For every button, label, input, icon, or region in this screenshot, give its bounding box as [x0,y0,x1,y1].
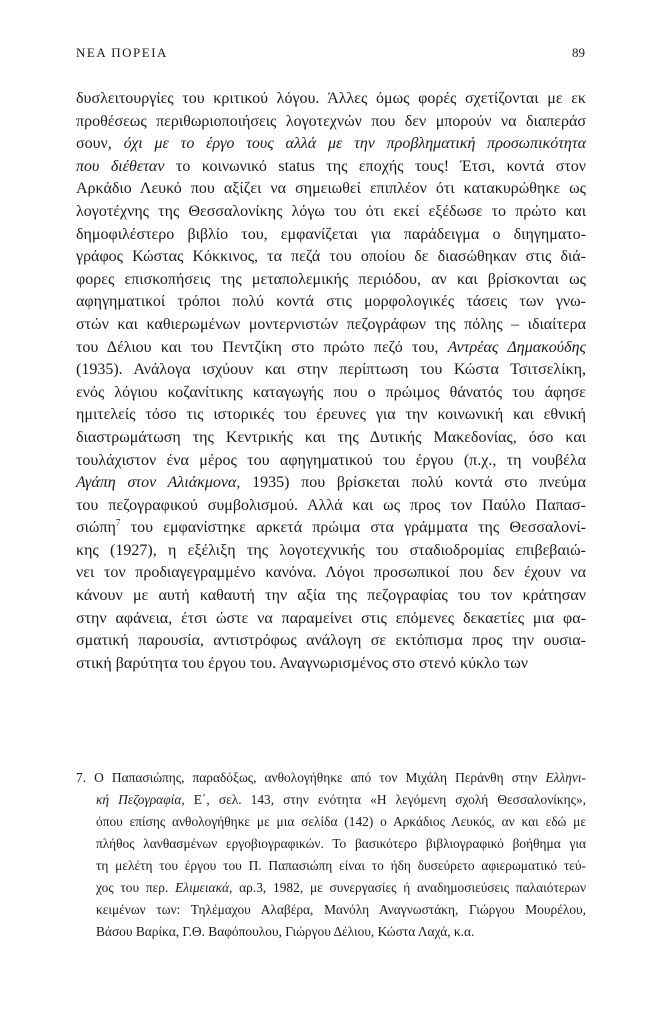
body-line [76,653,586,676]
text-run: κης (1927), η εξέλιξη της λογοτεχνικής του σταδιοδρομίας επιβεβαιώ- [76,541,586,559]
text-run: το κοινωνικό status της εποχής τους! Έτσι, κοντά στον [164,157,587,175]
body-line [76,404,586,427]
body-line [76,608,586,631]
text-run: χος του περ. [96,880,176,895]
body-line [76,382,586,405]
text-run: σουν, [76,135,124,153]
body-line [76,246,586,269]
footnote-marker: 7 [115,517,121,528]
footnote-line [76,855,586,877]
body-line [76,201,586,224]
footnote-line [76,877,586,899]
italic-text: Ελληνι- [545,770,586,785]
text-run: αφηγηματικοί τρόποι πολύ κοντά στις μορφολογικές τάσεις των γνω- [76,293,586,311]
text-run: κάνουν με αυτή καθαυτή την αξία της πεζογραφίας του τον κράτησαν [76,587,586,605]
body-line [76,88,586,111]
body-line [76,291,586,314]
text-run: του εμφανίστηκε αρκετά πρώιμα στα γράμματα της Θεσσαλονί- [120,519,586,537]
italic-text: όχι με το έργο τους αλλά με την προβληματική προσωπικότητα [123,135,586,153]
text-run: κειμένων των: Τηλέμαχου Αλαβέρα, Μανόλη Αναγνωστάκη, Γιώργου Μουρέλου, [96,902,586,917]
text-run: του πεζογραφικού συμβολισμού. Αλλά και ως προς τον Παύλο Παπασ- [76,496,586,514]
page-number: 89 [572,45,585,60]
body-line [76,224,586,247]
text-run: λογοτέχνης της Θεσσαλονίκης λόγω του ότι εκεί εξέδωσε το πρώτο και [76,202,586,220]
text-run: τουλάχιστον ένα μέρος του αφηγηματικού του έργου (π.χ., τη νουβέλα [76,451,586,469]
text-run: Βάσου Βαρίκα, Γ.Θ. Βαφόπουλου, Γιώργου Δέλιου, Κώστα Λαχά, κ.α. [96,924,475,939]
body-line [76,178,586,201]
text-run: σιώπη [76,519,116,537]
body-line [76,359,586,382]
text-run: (1935). Ανάλογα ισχύουν και στην περίπτωση του Κώστα Τσιτσελίκη, [76,361,586,379]
text-run: δυσλειτουργίες του κριτικού λόγου. Άλλες όμως φορές σχετίζονται με εκ [76,90,586,107]
text-run: , 1935) που βρίσκεται πολύ κοντά στο πνεύμα [236,474,586,492]
body-line [76,337,586,360]
body-line [76,269,586,292]
italic-text: που διέθεταν [76,157,165,175]
text-run: ημιτελείς τόσο τις ιστορικές του έρευνες για την κοινωνική και εθνική [76,406,586,424]
body-line [76,562,586,585]
footnotes [76,767,586,943]
body-line [76,450,586,473]
footnote-line [76,789,586,811]
text-run: , αρ.3, 1982, με συνεργασίες ή αναδημοσιεύσεις παλαιότερων [229,880,586,895]
running-head-title: ΝΕΑ ΠΟΡΕΙΑ [76,45,168,60]
body-line [76,111,586,134]
running-head [76,45,585,63]
body-line [76,585,586,608]
italic-text: Αγάπη στον Αλιάκμονα [76,474,237,492]
text-run: Αρκάδιο Λευκό που αξίζει να σημειωθεί επιπλέον ότι κατακυρώθηκε ως [76,180,586,198]
text-run: σματική παρουσία, αντιστρόφως ανάλογη σε εκτόπισμα προς την ουσια- [76,632,586,650]
footnote-line [76,921,586,943]
body-line [76,472,586,495]
text-run: διαστρωμάτωση της Κεντρικής και της Δυτικής Μακεδονίας, όσο και [76,428,586,446]
body-line [76,133,586,156]
text-run: φορες επισκοπήσεις της μεταπολεμικής περιόδου, αν και βρίσκονται ως [76,270,586,288]
italic-text: Ελιμειακά [175,880,230,895]
body-line [76,314,586,337]
body-line [76,156,586,179]
footnote-line [76,811,586,833]
text-run: πλήθος λανθασμένων εργοβιογραφικών. Το βασικότερο βιβλιογραφικό βοήθημα για [96,836,586,851]
body-line [76,427,586,450]
text-run: νει τον προδιαγεγραμμένο κανόνα. Λόγοι προσωπικοί που δεν έχουν να [76,564,586,582]
italic-text: Αντρέας Δημακούδης [447,338,587,356]
text-run: προθέσεως περιθωριοποιήσεις λογοτεχνών που δεν μπορούν να διαπεράσ [76,112,586,130]
footnote-line [76,767,586,789]
text-run: τη μελέτη του έργου του Π. Παπασιώπη είναι το ήδη δυσεύρετο αφιερωματικό τεύ- [96,858,586,873]
text-run: γράφος Κώστας Κόκκινος, τα πεζά του οποίου δε διασώθηκαν στις διά- [76,248,586,266]
body-line [76,540,586,563]
footnote-line [76,899,586,921]
text-run: , Ε΄, σελ. 143, στην ενότητα «Η λεγόμενη σχολή Θεσσαλονίκης», [181,792,587,807]
text-run: στην αφάνεια, έτσι ώστε να παραμείνει στις επόμενες δεκαετίες μια φα- [76,609,586,627]
text-run: δημοφιλέστερο βιβλίο του, εμφανίζεται για παράδειγμα ο διηγηματο- [76,225,586,243]
text-run: του Δέλιου και του Πεντζίκη στο πρώτο πεζό του, [76,338,448,356]
text-run: στών και καθιερωμένων μοντερνιστών πεζογράφων της πόλης – ιδιαίτερα [76,315,586,333]
text-run: 7. Ο Παπασιώπης, παραδόξως, ανθολογήθηκε από τον Μιχάλη Περάνθη στην [76,770,546,785]
body-line [76,630,586,653]
body-line [76,495,586,518]
text-run: ενός λόγιου κοζανίτικης καταγωγής που ο πρώιμος θάνατός του άφησε [76,383,586,401]
text-run: όπου επίσης ανθολογήθηκε με μια σελίδα (142) ο Αρκάδιος Λευκός, αν και εδώ με [96,814,586,829]
italic-text: κή Πεζογραφία [96,792,182,807]
footnote-line [76,833,586,855]
text-run: στική βαρύτητα του έργου του. Αναγνωρισμένος στο στενό κύκλο των [76,654,529,672]
body-line [76,517,586,540]
body-text [76,88,586,675]
